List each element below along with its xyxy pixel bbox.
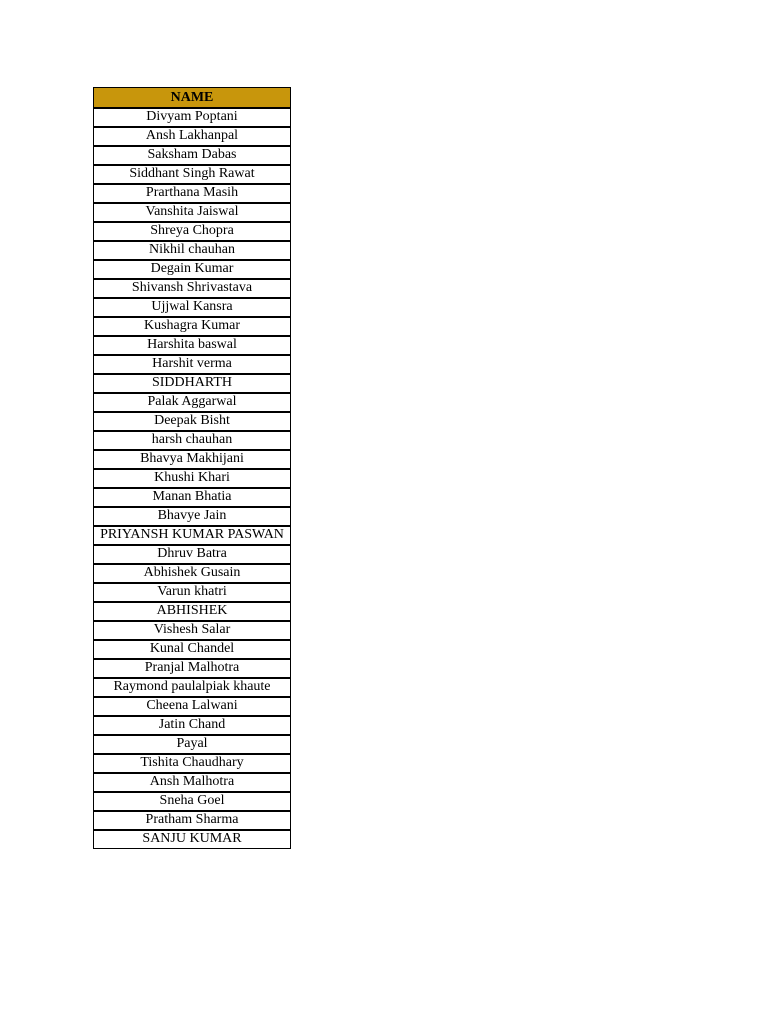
table-row <box>94 260 291 279</box>
table-row <box>94 355 291 374</box>
name-cell[interactable]: PRIYANSH KUMAR PASWAN <box>94 526 291 545</box>
table-row <box>94 545 291 564</box>
name-cell[interactable]: Shivansh Shrivastava <box>94 279 291 298</box>
name-cell[interactable]: SIDDHARTH <box>94 374 291 393</box>
table-row <box>94 621 291 640</box>
name-column-header: NAME <box>94 88 291 108</box>
table-row <box>94 640 291 659</box>
name-cell[interactable]: Vishesh Salar <box>94 621 291 640</box>
name-cell[interactable]: Abhishek Gusain <box>94 564 291 583</box>
table-row <box>94 412 291 431</box>
table-row <box>94 792 291 811</box>
table-row <box>94 469 291 488</box>
name-cell[interactable]: Dhruv Batra <box>94 545 291 564</box>
name-cell[interactable]: Deepak Bisht <box>94 412 291 431</box>
table-row <box>94 203 291 222</box>
name-cell[interactable]: Shreya Chopra <box>94 222 291 241</box>
table-row <box>94 184 291 203</box>
name-cell[interactable]: Ansh Malhotra <box>94 773 291 792</box>
table-row <box>94 754 291 773</box>
name-cell[interactable]: Degain Kumar <box>94 260 291 279</box>
name-cell[interactable]: Divyam Poptani <box>94 108 291 127</box>
name-cell[interactable]: Payal <box>94 735 291 754</box>
table-row <box>94 317 291 336</box>
name-cell[interactable]: Pranjal Malhotra <box>94 659 291 678</box>
name-rows <box>94 108 291 849</box>
table-row <box>94 735 291 754</box>
name-cell[interactable]: Bhavye Jain <box>94 507 291 526</box>
name-table <box>93 87 291 849</box>
name-cell[interactable]: Nikhil chauhan <box>94 241 291 260</box>
table-row <box>94 716 291 735</box>
table-row <box>94 811 291 830</box>
name-cell[interactable]: Saksham Dabas <box>94 146 291 165</box>
table-row <box>94 374 291 393</box>
name-cell[interactable]: Ansh Lakhanpal <box>94 127 291 146</box>
name-cell[interactable]: Harshita baswal <box>94 336 291 355</box>
table-row <box>94 773 291 792</box>
table-row <box>94 336 291 355</box>
name-cell[interactable]: Varun khatri <box>94 583 291 602</box>
table-row <box>94 583 291 602</box>
table-row <box>94 526 291 545</box>
name-cell[interactable]: ABHISHEK <box>94 602 291 621</box>
table-row <box>94 507 291 526</box>
table-row <box>94 108 291 127</box>
table-row <box>94 602 291 621</box>
table-row <box>94 241 291 260</box>
table-row <box>94 564 291 583</box>
table-row <box>94 450 291 469</box>
name-cell[interactable]: Kunal Chandel <box>94 640 291 659</box>
name-cell[interactable]: Sneha Goel <box>94 792 291 811</box>
name-cell[interactable]: Palak Aggarwal <box>94 393 291 412</box>
table-row <box>94 659 291 678</box>
table-row <box>94 165 291 184</box>
name-cell[interactable]: Ujjwal Kansra <box>94 298 291 317</box>
table-row <box>94 830 291 849</box>
name-cell[interactable]: SANJU KUMAR <box>94 830 291 849</box>
table-row <box>94 431 291 450</box>
table-row <box>94 222 291 241</box>
name-cell[interactable]: Prarthana Masih <box>94 184 291 203</box>
table-row <box>94 393 291 412</box>
name-cell[interactable]: Manan Bhatia <box>94 488 291 507</box>
name-cell[interactable]: Kushagra Kumar <box>94 317 291 336</box>
name-cell[interactable]: Siddhant Singh Rawat <box>94 165 291 184</box>
table-row <box>94 279 291 298</box>
table-row <box>94 127 291 146</box>
name-cell[interactable]: Khushi Khari <box>94 469 291 488</box>
name-sheet <box>93 87 291 849</box>
table-row <box>94 298 291 317</box>
name-cell[interactable]: Pratham Sharma <box>94 811 291 830</box>
table-row <box>94 678 291 697</box>
name-cell[interactable]: Vanshita Jaiswal <box>94 203 291 222</box>
name-cell[interactable]: Jatin Chand <box>94 716 291 735</box>
name-cell[interactable]: harsh chauhan <box>94 431 291 450</box>
name-cell[interactable]: Harshit verma <box>94 355 291 374</box>
name-cell[interactable]: Bhavya Makhijani <box>94 450 291 469</box>
table-row <box>94 146 291 165</box>
name-cell[interactable]: Raymond paulalpiak khaute <box>94 678 291 697</box>
header-row <box>94 88 291 108</box>
table-row <box>94 488 291 507</box>
table-row <box>94 697 291 716</box>
name-cell[interactable]: Cheena Lalwani <box>94 697 291 716</box>
name-cell[interactable]: Tishita Chaudhary <box>94 754 291 773</box>
